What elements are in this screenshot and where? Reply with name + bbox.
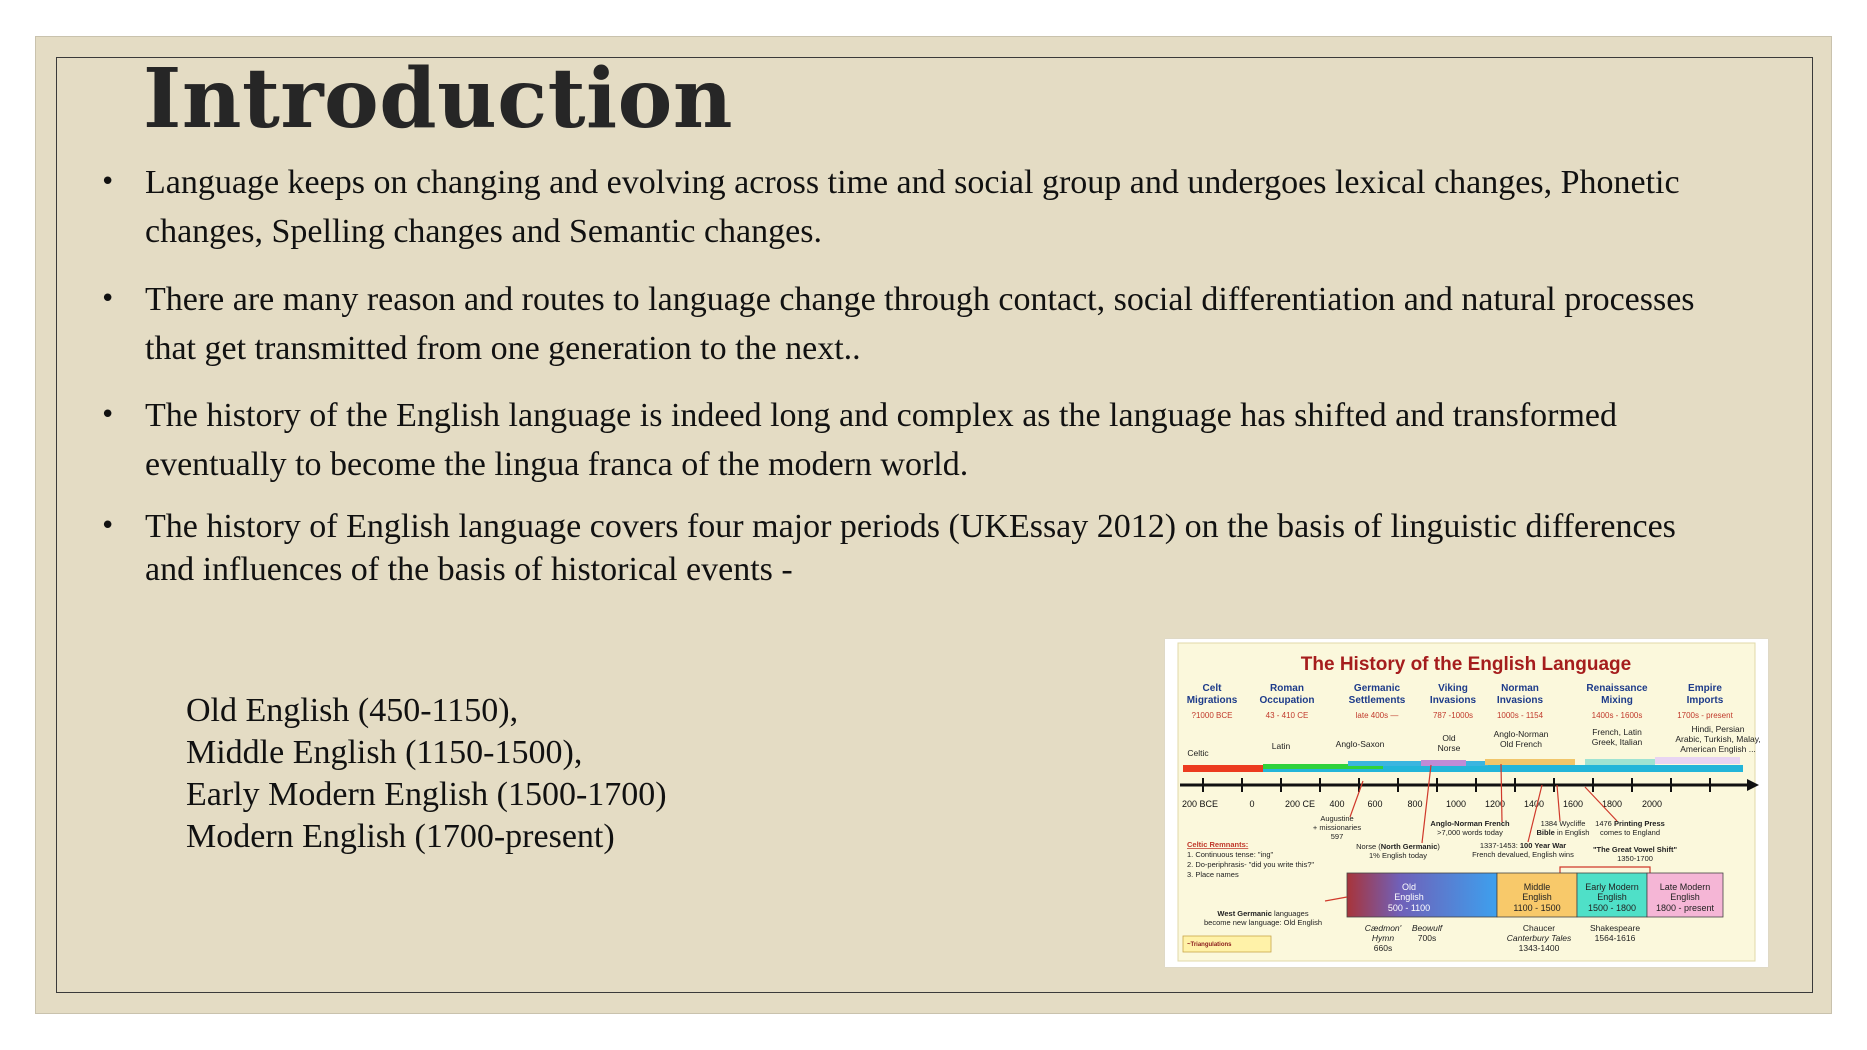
svg-text:American English ...: American English ... (1680, 744, 1756, 754)
svg-text:1350-1700: 1350-1700 (1617, 854, 1653, 863)
bullet-text: The history of the English language is indeed long and complex as the language has shifted and transformed eventually to become the lingua franca of the modern world. (145, 397, 1617, 483)
svg-text:Hymn: Hymn (1371, 933, 1395, 943)
svg-text:Anglo-Saxon: Anglo-Saxon (1335, 739, 1385, 749)
svg-text:600: 600 (1367, 799, 1383, 809)
svg-text:English: English (1597, 892, 1627, 902)
svg-text:1200: 1200 (1484, 799, 1506, 809)
svg-text:Old: Old (1442, 733, 1456, 743)
history-timeline-image (1165, 639, 1768, 967)
event-renaissance: Renaissance (1586, 683, 1648, 694)
svg-text:Cædmon': Cædmon' (1364, 923, 1402, 933)
svg-text:Bible in English: Bible in English (1536, 828, 1590, 837)
svg-text:1384 Wycliffe: 1384 Wycliffe (1540, 819, 1586, 828)
period-boxes (1347, 873, 1723, 917)
svg-text:200 CE: 200 CE (1284, 799, 1316, 809)
svg-text:Greek, Italian: Greek, Italian (1591, 737, 1643, 747)
svg-text:English: English (1670, 892, 1700, 902)
svg-text:Occupation: Occupation (1259, 695, 1315, 706)
svg-text:1400s - 1600s: 1400s - 1600s (1591, 711, 1643, 720)
svg-text:Anglo-Norman: Anglo-Norman (1493, 729, 1549, 739)
bullet-dot: • (100, 511, 116, 541)
svg-text:Imports: Imports (1686, 695, 1724, 706)
period-middle-english: Middle English (1150-1500), (186, 734, 583, 771)
svg-text:Middle: Middle (1523, 882, 1551, 892)
svg-text:1000: 1000 (1445, 799, 1467, 809)
bullet-dot: • (100, 167, 116, 197)
svg-text:660s: 660s (1373, 943, 1393, 953)
svg-text:2000: 2000 (1641, 799, 1663, 809)
svg-text:200 BCE: 200 BCE (1181, 799, 1219, 809)
bullet-item (100, 391, 1720, 489)
svg-text:43 - 410 CE: 43 - 410 CE (1265, 711, 1309, 720)
event-roman: Roman (1270, 683, 1304, 694)
svg-text:1700s - present: 1700s - present (1677, 711, 1733, 720)
svg-text:Beowulf: Beowulf (1411, 923, 1443, 933)
svg-text:Hindi, Persian: Hindi, Persian (1691, 724, 1745, 734)
svg-text:2. Do-periphrasis- "did you wr: 2. Do-periphrasis- "did you write this?" (1187, 860, 1315, 869)
bullet-dot: • (100, 284, 116, 314)
svg-text:Anglo-Norman French: Anglo-Norman French (1430, 819, 1510, 828)
svg-text:1000s - 1154: 1000s - 1154 (1496, 711, 1544, 720)
svg-text:800: 800 (1407, 799, 1423, 809)
period-list (186, 690, 667, 858)
svg-text:Invasions: Invasions (1429, 695, 1477, 706)
svg-text:1564-1616: 1564-1616 (1594, 933, 1636, 943)
svg-text:Invasions: Invasions (1496, 695, 1544, 706)
svg-text:Chaucer: Chaucer (1522, 923, 1556, 933)
svg-text:>7,000 words today: >7,000 words today (1437, 828, 1503, 837)
svg-text:500 - 1100: 500 - 1100 (1387, 903, 1431, 913)
svg-text:Latin: Latin (1271, 741, 1291, 751)
event-norman: Norman (1501, 683, 1539, 694)
period-early-modern-english: Early Modern English (1500-1700) (186, 776, 667, 813)
period-modern-english: Modern English (1700-present) (186, 818, 615, 855)
svg-text:3. Place names: 3. Place names (1187, 870, 1239, 879)
svg-text:1100 - 1500: 1100 - 1500 (1513, 903, 1561, 913)
slide-title: Introduction (143, 51, 733, 147)
bullet-dot: • (100, 400, 116, 430)
svg-text:Mixing: Mixing (1601, 695, 1633, 706)
bullet-text: Language keeps on changing and evolving across time and social group and undergoes lexical changes, Phonetic changes, Spelling changes and Semantic changes. (145, 164, 1680, 250)
event-viking: Viking (1438, 683, 1468, 694)
svg-text:1800 - present: 1800 - present (1655, 903, 1715, 913)
svg-text:?1000 BCE: ?1000 BCE (1191, 711, 1233, 720)
svg-text:French, Latin: French, Latin (1592, 727, 1642, 737)
svg-text:West Germanic languages: West Germanic languages (1217, 909, 1309, 918)
svg-text:400: 400 (1329, 799, 1345, 809)
svg-text:Norse: Norse (1437, 743, 1461, 753)
svg-text:1800: 1800 (1601, 799, 1623, 809)
svg-text:English: English (1394, 892, 1424, 902)
svg-text:1337-1453: 100 Year War: 1337-1453: 100 Year War (1479, 841, 1567, 850)
svg-text:1343-1400: 1343-1400 (1518, 943, 1560, 953)
svg-text:Late Modern: Late Modern (1659, 882, 1711, 892)
svg-text:700s: 700s (1417, 933, 1437, 943)
west-germanic-note (1204, 909, 1322, 927)
svg-text:Old: Old (1401, 882, 1417, 892)
bullet-text: The history of English language covers four major periods (UKEssay 2012) on the basis of linguistic differences and influences of the basis of historical events - (145, 508, 1676, 588)
svg-text:late 400s —: late 400s — (1355, 711, 1399, 720)
svg-text:English: English (1522, 892, 1552, 902)
svg-text:Shakespeare: Shakespeare (1589, 923, 1641, 933)
svg-text:Migrations: Migrations (1186, 695, 1238, 706)
svg-text:597: 597 (1330, 832, 1344, 841)
period-old-english: Old English (450-1150), (186, 692, 519, 729)
svg-text:comes to England: comes to England (1599, 828, 1661, 837)
svg-text:Arabic, Turkish, Malay,: Arabic, Turkish, Malay, (1675, 734, 1761, 744)
svg-text:1400: 1400 (1523, 799, 1545, 809)
event-germanic: Germanic (1353, 683, 1401, 694)
bullet-item (100, 158, 1720, 256)
svg-text:1% English today: 1% English today (1369, 851, 1427, 860)
event-empire: Empire (1688, 683, 1722, 694)
svg-text:Celtic Remnants:: Celtic Remnants: (1187, 840, 1249, 849)
svg-text:Celtic: Celtic (1187, 748, 1209, 758)
event-celt: Celt (1202, 683, 1222, 694)
timeline-title: The History of the English Language (1300, 654, 1632, 675)
svg-text:1500 - 1800: 1500 - 1800 (1587, 903, 1637, 913)
svg-text:Norse (North Germanic): Norse (North Germanic) (1356, 842, 1440, 851)
svg-text:1476 Printing Press: 1476 Printing Press (1595, 819, 1665, 828)
svg-text:787 -1000s: 787 -1000s (1432, 711, 1474, 720)
svg-text:+ missionaries: + missionaries (1312, 823, 1362, 832)
svg-text:Augustine: Augustine (1320, 814, 1354, 823)
bullet-item (100, 505, 1720, 591)
svg-text:1. Continuous tense: "ing": 1. Continuous tense: "ing" (1187, 850, 1274, 859)
svg-text:"The Great Vowel Shift": "The Great Vowel Shift" (1592, 845, 1678, 854)
svg-text:French devalued, English wins: French devalued, English wins (1472, 850, 1574, 859)
svg-text:Early Modern: Early Modern (1585, 882, 1639, 892)
svg-text:Canterbury Tales: Canterbury Tales (1506, 933, 1572, 943)
bullet-item (100, 275, 1720, 373)
svg-text:Old French: Old French (1499, 739, 1543, 749)
bullet-text: There are many reason and routes to language change through contact, social differentiation and natural processes that get transmitted from one generation to the next.. (145, 281, 1695, 367)
credit-text: ~Triangulations (1187, 942, 1232, 948)
svg-text:0: 0 (1249, 799, 1255, 809)
svg-text:Settlements: Settlements (1348, 695, 1406, 706)
svg-text:become new language: Old Engli: become new language: Old English (1204, 918, 1322, 927)
svg-text:1600: 1600 (1562, 799, 1584, 809)
